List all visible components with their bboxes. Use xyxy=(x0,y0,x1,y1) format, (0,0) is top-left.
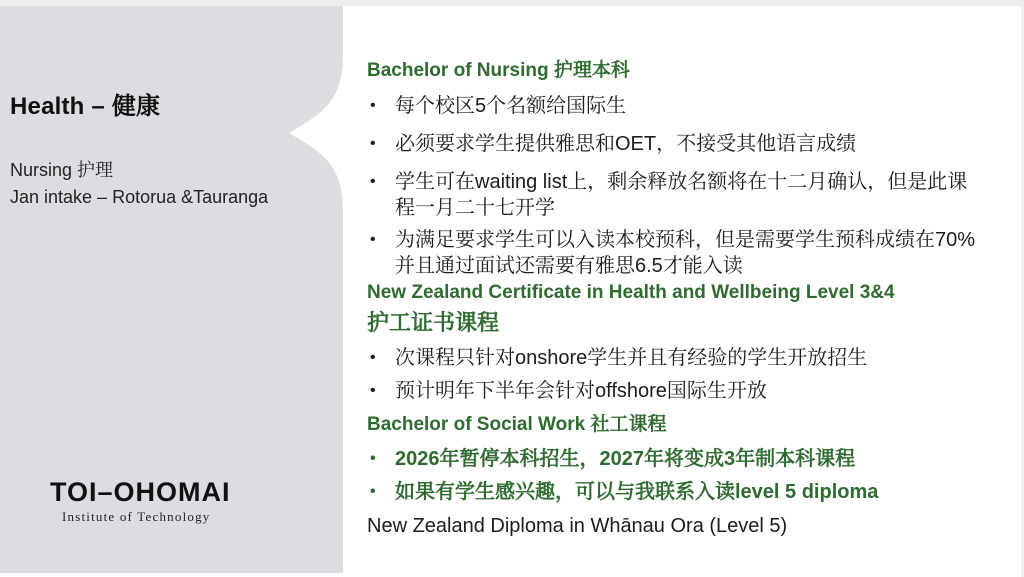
footer-nz-diploma-whanau-ora: New Zealand Diploma in Whānau Ora (Level 5) xyxy=(367,515,788,537)
bullet-item-green: • 2026年暂停本科招生，2027年将变成3年制本科课程 xyxy=(367,446,983,472)
section-heading-bachelor-of-nursing: Bachelor of Nursing 护理本科 xyxy=(367,60,630,81)
sidebar-course-label: Nursing 护理 xyxy=(10,160,114,180)
toi-ohomai-logo xyxy=(50,477,290,525)
page-title: Health – 健康 xyxy=(10,93,161,120)
logo-tagline: Institute of Technology xyxy=(62,509,211,524)
bullet-item: • 为满足要求学生可以入读本校预科，但是需要学生预科成绩在70%并且通过面试还需要有雅思6.5才能入读 xyxy=(367,227,983,279)
sidebar xyxy=(10,86,330,211)
bullet-item: • 学生可在waiting list上，剩余释放名额将在十二月确认，但是此课程一月二十七开学 xyxy=(367,169,983,221)
section-heading-nz-certificate-health-wellbeing: New Zealand Certificate in Health and Wellbeing Level 3&4 xyxy=(367,282,895,303)
sidebar-intake-label: Jan intake – Rotorua &Tauranga xyxy=(10,187,269,207)
section-subheading-care-certificate: 护工证书课程 xyxy=(367,310,500,335)
bullet-item: • 预计明年下半年会针对offshore国际生开放 xyxy=(367,378,983,404)
slide-content xyxy=(367,58,983,539)
bullet-item: • 每个校区5个名额给国际生 xyxy=(367,93,983,119)
bullet-item: • 次课程只针对onshore学生并且有经验的学生开放招生 xyxy=(367,345,983,371)
bullet-item: • 必须要求学生提供雅思和OET，不接受其他语言成绩 xyxy=(367,131,983,157)
section-heading-bachelor-of-social-work: Bachelor of Social Work 社工课程 xyxy=(367,414,667,435)
logo-wordmark: TOI–OHOMAI xyxy=(50,477,231,507)
bullet-item-green: • 如果有学生感兴趣，可以与我联系入读level 5 diploma xyxy=(367,479,983,505)
